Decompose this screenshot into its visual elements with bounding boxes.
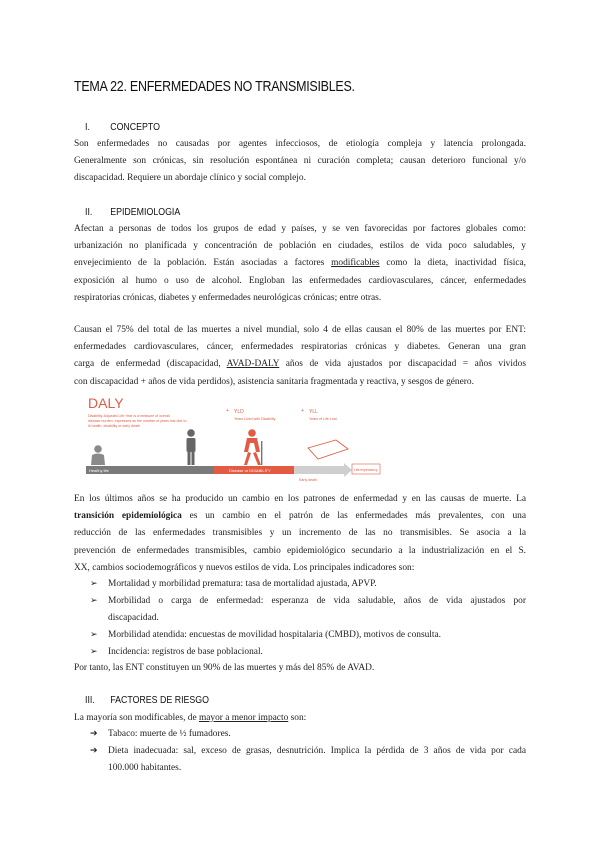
daly-title: DALY [88, 395, 124, 411]
text-line [74, 255, 526, 272]
early-death-label: Early death [299, 478, 318, 482]
text-line: discapacidad. [108, 613, 159, 624]
arrowhead-bullet-icon: ➢ [90, 630, 98, 640]
section-heading-concepto [85, 122, 160, 133]
underlined-term: AVAD-DALY [226, 359, 280, 370]
bold-term: transición epidemiológica [74, 511, 182, 522]
yld-sub: Years Lived with Disability [234, 417, 276, 421]
concepto-paragraph [74, 136, 526, 188]
section-title: CONCEPTO [110, 122, 161, 133]
yld-label: YLD [234, 409, 244, 415]
text-line: Causan el 75% del total de las muertes a nivel mundial, solo 4 de ellas causan el 80% de las muertes por ENT: [74, 325, 526, 335]
text-line: exposición al humo o uso de alcohol. Engloban las enfermedades cardiovasculares, cáncer, enfermedades [74, 275, 526, 286]
section-number: II. [85, 207, 93, 218]
healthy-life-label: Healthy life [89, 468, 109, 473]
arrowhead-bullet-icon: ➢ [90, 647, 98, 657]
text-line: urbanización no planificada y concentración de población en ciudades, estilos de vida poco saludables, y [74, 241, 526, 252]
arrow-icon [344, 463, 352, 477]
list-item [90, 627, 526, 644]
daly-legend-line: ill-health, disability or early death [88, 424, 141, 428]
page-title: TEMA 22. ENFERMEDADES NO TRANSMISIBLES. [74, 79, 355, 95]
epidemiologia-paragraph-2 [74, 322, 526, 391]
text-line: Son enfermedades no causadas por agentes infecciosos, de etiología compleja y latencia prolongada. [74, 139, 526, 149]
text-line: Incidencia: registros de base poblacional. [108, 647, 263, 657]
list-item [90, 576, 526, 593]
baby-icon [91, 445, 105, 465]
text-line [74, 508, 526, 525]
daly-legend-line: Disability-Adjusted Life Year is a measure of overall [88, 414, 170, 418]
text-line: Afectan a personas de todos los grupos de edad y países, y se ven favorecidas por factores globales como: [74, 224, 526, 234]
text-run: es un cambio en el patrón de las enfermedades más prevalentes, con una [181, 511, 526, 522]
section-heading-epidemiologia [85, 207, 180, 218]
section-title: EPIDEMIOLOGÍA [110, 207, 181, 218]
list-item [90, 726, 526, 743]
arrowhead-bullet-icon: ➢ [90, 579, 98, 589]
text-line: Generalmente son crónicas, sin resolución espontánea ni curación completa; causan deterioro funcional y/o [74, 156, 526, 167]
closing-line [74, 660, 526, 677]
arrow-bullet-icon: ➔ [90, 746, 98, 756]
disabled-person-icon [244, 429, 262, 465]
text-line: discapacidad. Requiere un abordaje clínico y social complejo. [74, 173, 306, 184]
coffin-icon [308, 440, 348, 459]
text-line: Dieta inadecuada: sal, exceso de grasas, desnutrición. Implica la pérdida de 3 años de vida por cada [108, 746, 526, 756]
epidemiologia-paragraph-1 [74, 221, 526, 307]
text-run: La mayoría son modificables, de [74, 713, 199, 723]
text-line: Mortalidad y morbilidad prematura: tasa de mortalidad ajustada, APVP. [108, 579, 377, 589]
section-number: III. [85, 695, 95, 706]
factores-intro [74, 710, 526, 727]
text-run: como la dieta, inactividad física, [379, 258, 526, 269]
text-run: envejecimiento de la población. Están asociadas a factores [74, 258, 332, 269]
text-line: respiratorias crónicas, diabetes y enfermedades neurológicas crónicas; entre otras. [74, 292, 382, 303]
daly-legend-line: disease burden, expressed as the number of years lost due to [88, 419, 187, 423]
epidemiologia-paragraph-3 [74, 491, 526, 577]
text-line: Morbilidad o carga de enfermedad: esperanza de vida saludable, años de vida ajustados por [108, 596, 526, 606]
text-line [74, 356, 526, 373]
arrow-bullet-icon: ➔ [90, 729, 98, 739]
text-line: con discapacidad + años de vida perdidos), asistencia sanitaria fragmentada y reactiva, y sesgos de género. [74, 376, 474, 387]
text-run: son: [288, 713, 307, 723]
daly-plus: + [226, 408, 229, 414]
text-line: prevención de enfermedades transmisibles, cambio epidemiológico secundario a la industrialización en el S. [74, 545, 526, 556]
early-death-bar [294, 466, 344, 474]
daly-infographic [86, 393, 456, 485]
section-heading-factores [85, 695, 209, 706]
section-title: FACTORES DE RIESGO [110, 695, 210, 706]
text-line: Por tanto, las ENT constituyen un 90% de las muertes y más del 85% de AVAD. [74, 663, 375, 673]
text-line: enfermedades cardiovasculares, cáncer, enfermedades respiratorias crónicas y diabetes. Generan una gran [74, 342, 526, 353]
section-number: I. [85, 122, 90, 133]
text-line: XX, cambios sociodemográficos y nuevos estilos de vida. Los principales indicadores son: [74, 562, 415, 573]
text-line: En los últimos años se ha producido un cambio en los patrones de enfermedad y en las causas de muerte. La [74, 494, 526, 504]
life-expectancy-label: Life expectancy [354, 468, 378, 472]
arrowhead-bullet-icon: ➢ [90, 596, 98, 606]
underlined-term: modificables [331, 258, 380, 269]
text-run: años de vida ajustados por discapacidad = años vividos [279, 359, 526, 370]
yll-label: YLL [309, 409, 318, 415]
text-line [74, 710, 526, 727]
disease-label: Disease or DISABILITY [229, 468, 271, 473]
text-line: Morbilidad atendida: encuestas de movilidad hospitalaria (CMBD), motivos de consulta. [108, 630, 442, 640]
adult-icon [187, 429, 196, 465]
list-item [90, 644, 526, 661]
list-item [90, 593, 526, 627]
text-run: carga de enfermedad (discapacidad, [74, 359, 227, 370]
yll-sub: Years of Life Lost [309, 417, 337, 421]
text-line: reducción de las enfermedades transmisibles y un incremento de las no transmisibles. Se asocia a la [74, 528, 526, 539]
underlined-term: mayor a menor impacto [198, 713, 289, 723]
daly-plus: + [301, 408, 304, 414]
text-line: Tabaco: muerte de ½ fumadores. [108, 729, 231, 739]
text-line: 100.000 habitantes. [108, 763, 182, 774]
list-item [90, 743, 526, 777]
